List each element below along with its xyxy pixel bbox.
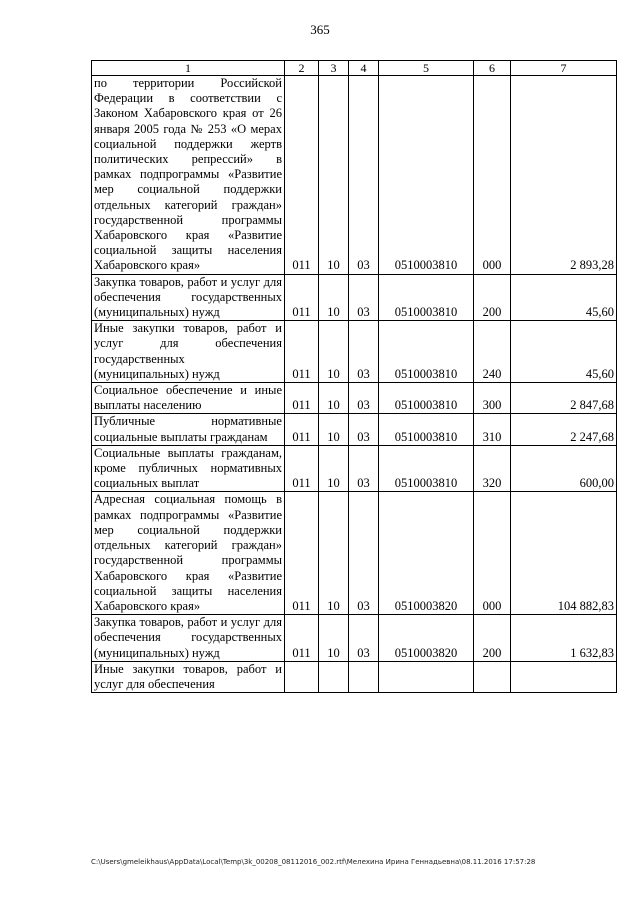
- row-amount-cell: 45,60: [511, 321, 617, 383]
- row-grbs-cell: 011: [285, 445, 319, 492]
- budget-table: [91, 60, 617, 693]
- table-row: [92, 383, 617, 414]
- table-row: [92, 615, 617, 662]
- row-name-cell: Социальные выплаты гражданам, кроме публичных нормативных социальных выплат: [92, 445, 285, 492]
- row-amount-cell: 104 882,83: [511, 492, 617, 615]
- row-expense-type-cell: 300: [474, 383, 511, 414]
- table-row: [92, 492, 617, 615]
- row-section-cell: 10: [319, 445, 349, 492]
- row-expense-type-cell: 000: [474, 492, 511, 615]
- row-subsection-cell: 03: [349, 321, 379, 383]
- row-name-cell: Адресная социальная помощь в рамках подпрограммы «Развитие мер социальной поддержки отдельных категорий граждан» государственной программы Хабаровского края «Развитие социальной защиты населения Хабаровского края»: [92, 492, 285, 615]
- column-header: 1: [92, 61, 285, 76]
- row-name-cell: по территории Российской Федерации в соответствии с Законом Хабаровского края от 26 января 2005 года № 253 «О мерах социальной поддержки жертв политических репрессий» в рамках подпрограммы «Развитие мер социальной поддержки отдельных категорий граждан» государственной программы Хабаровского края «Развитие социальной защиты населения Хабаровского края»: [92, 76, 285, 275]
- table-row: [92, 321, 617, 383]
- column-header: 7: [511, 61, 617, 76]
- row-expense-type-cell: 240: [474, 321, 511, 383]
- column-header: 4: [349, 61, 379, 76]
- row-grbs-cell: 011: [285, 492, 319, 615]
- column-header: 6: [474, 61, 511, 76]
- row-amount-cell: 45,60: [511, 274, 617, 321]
- row-subsection-cell: 03: [349, 274, 379, 321]
- row-name-cell: Закупка товаров, работ и услуг для обеспечения государственных (муниципальных) нужд: [92, 274, 285, 321]
- row-grbs-cell: 011: [285, 76, 319, 275]
- row-amount-cell: 2 893,28: [511, 76, 617, 275]
- row-target-article-cell: 0510003820: [379, 492, 474, 615]
- row-name-cell: Социальное обеспечение и иные выплаты населению: [92, 383, 285, 414]
- row-expense-type-cell: 200: [474, 615, 511, 662]
- row-amount-cell: 1 632,83: [511, 615, 617, 662]
- row-target-article-cell: 0510003810: [379, 383, 474, 414]
- row-expense-type-cell: 200: [474, 274, 511, 321]
- row-amount-cell: 2 247,68: [511, 414, 617, 445]
- table-row: [92, 76, 617, 275]
- page-number: 365: [310, 22, 330, 37]
- row-name-cell: Публичные нормативные социальные выплаты гражданам: [92, 414, 285, 445]
- table-row: [92, 661, 617, 692]
- row-section-cell: 10: [319, 414, 349, 445]
- table-row: [92, 414, 617, 445]
- row-expense-type-cell: 000: [474, 76, 511, 275]
- table-header-row: [92, 61, 617, 76]
- row-subsection-cell: 03: [349, 492, 379, 615]
- row-subsection-cell: 03: [349, 76, 379, 275]
- row-subsection-cell: 03: [349, 445, 379, 492]
- row-grbs-cell: [285, 661, 319, 692]
- row-expense-type-cell: 320: [474, 445, 511, 492]
- row-target-article-cell: 0510003810: [379, 76, 474, 275]
- row-grbs-cell: 011: [285, 615, 319, 662]
- row-target-article-cell: 0510003810: [379, 445, 474, 492]
- table-row: [92, 274, 617, 321]
- row-grbs-cell: 011: [285, 321, 319, 383]
- row-target-article-cell: 0510003810: [379, 274, 474, 321]
- row-name-cell: Иные закупки товаров, работ и услуг для обеспечения: [92, 661, 285, 692]
- row-section-cell: 10: [319, 383, 349, 414]
- row-target-article-cell: 0510003820: [379, 615, 474, 662]
- row-name-cell: Иные закупки товаров, работ и услуг для обеспечения государственных (муниципальных) нужд: [92, 321, 285, 383]
- row-grbs-cell: 011: [285, 414, 319, 445]
- row-grbs-cell: 011: [285, 274, 319, 321]
- row-section-cell: 10: [319, 492, 349, 615]
- row-grbs-cell: 011: [285, 383, 319, 414]
- row-target-article-cell: [379, 661, 474, 692]
- row-section-cell: 10: [319, 615, 349, 662]
- row-expense-type-cell: [474, 661, 511, 692]
- row-name-cell: Закупка товаров, работ и услуг для обеспечения государственных (муниципальных) нужд: [92, 615, 285, 662]
- row-amount-cell: 2 847,68: [511, 383, 617, 414]
- column-header: 5: [379, 61, 474, 76]
- column-header: 2: [285, 61, 319, 76]
- row-expense-type-cell: 310: [474, 414, 511, 445]
- row-target-article-cell: 0510003810: [379, 414, 474, 445]
- row-subsection-cell: 03: [349, 615, 379, 662]
- row-subsection-cell: 03: [349, 383, 379, 414]
- row-subsection-cell: [349, 661, 379, 692]
- row-amount-cell: [511, 661, 617, 692]
- row-amount-cell: 600,00: [511, 445, 617, 492]
- row-subsection-cell: 03: [349, 414, 379, 445]
- table-row: [92, 445, 617, 492]
- row-section-cell: 10: [319, 321, 349, 383]
- row-section-cell: 10: [319, 76, 349, 275]
- row-target-article-cell: 0510003810: [379, 321, 474, 383]
- column-header: 3: [319, 61, 349, 76]
- file-path-footer: C:\Users\gmeleikhaus\AppData\Local\Temp\3k_00208_08112016_002.rtf\Мелехина Ирина Геннадьевна\08.11.2016 17:57:28: [91, 858, 536, 866]
- row-section-cell: [319, 661, 349, 692]
- row-section-cell: 10: [319, 274, 349, 321]
